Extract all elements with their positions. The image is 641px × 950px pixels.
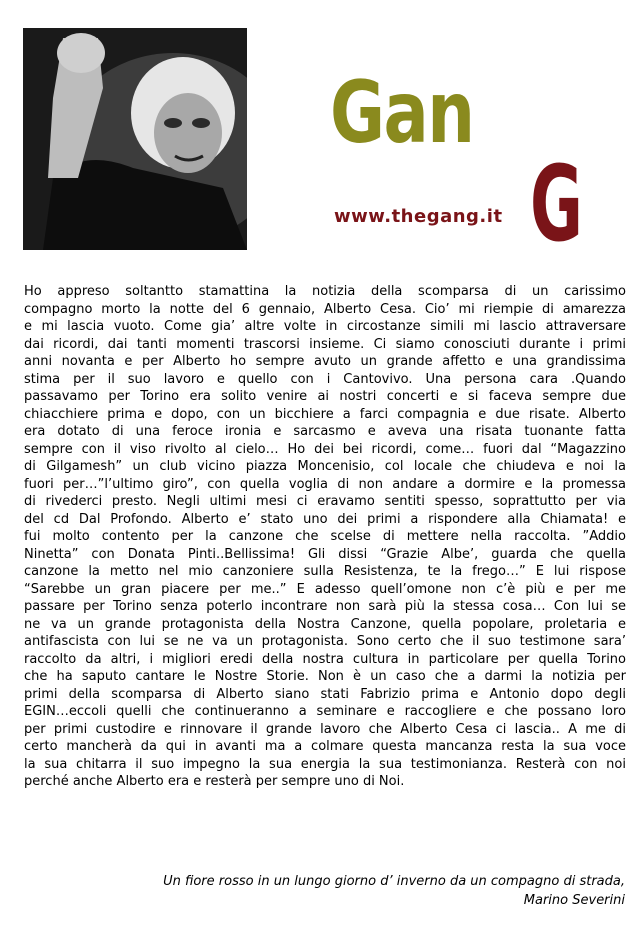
article-line: compagno morto la notte del 6 gennaio, Alberto Cesa. Cio’ mi riempie di amarezza xyxy=(24,301,626,317)
article-line: sempre con il viso rivolto al cielo… Ho dei bei ricordi, come… fuori dal “Magazzino xyxy=(24,441,626,457)
article-line: chiacchiere prima e dopo, con un bicchiere a farci compagnia e due risate. Alberto xyxy=(24,406,626,422)
signature-author: Marino Severini xyxy=(523,893,625,908)
article-line: canzone la metto nel mio canzoniere sulla Resistenza, te la frego…” E lui rispose xyxy=(24,564,626,579)
article-line: di Gilgamesh” un club vicino piazza Moncenisio, col locale che chiudeva e noi la xyxy=(24,459,626,474)
article-line: “Sarebbe un gran piacere per me..” E adesso quell’omone non c’è più e per me xyxy=(24,581,626,597)
article-line: EGIN…eccoli quelli che continueranno a seminare e raccogliere e che possano loro xyxy=(24,704,626,719)
article-line: ne va un grande protagonista della Nostra Canzone, quella popolare, proletaria e xyxy=(24,616,626,632)
article-line: raccolto da altri, i migliori eredi della nostra cultura in particolare per quella Torino xyxy=(24,651,626,667)
article-line: fui molto contento per la canzone che scelse di mettere nella raccolta. ”Addio xyxy=(24,529,626,544)
portrait-illustration xyxy=(23,28,247,250)
article-line: passavamo per Torino era solito venire ai nostri concerti e si faceva sempre due xyxy=(24,389,626,404)
signature-dedication: Un fiore rosso in un lungo giorno d’ inverno da un compagno di strada, xyxy=(163,874,625,889)
article-line: per primi custodire e rinnovare il grande lavoro che Alberto Cesa ci lascia.. A me di xyxy=(24,721,626,737)
article-line: anni novanta e per Alberto ho sempre avuto un grande affetto e una grandissima xyxy=(24,354,626,369)
logo-url: www.thegang.it xyxy=(334,206,503,227)
article-line: e mi lascia vuoto. Come gia’ altre volte in circostanze simili mi lascio attraversare xyxy=(24,319,626,334)
article-line: perché anche Alberto era e resterà per sempre uno di Noi. xyxy=(24,774,405,789)
article-line: era dotato di una feroce ironia e sarcasmo e aveva una risata tuonante fatta xyxy=(24,424,626,439)
article-line: Ninetta” con Donata Pinti..Bellissima! Gli dissi “Grazie Albe’, guarda che quella xyxy=(24,546,626,562)
article-line: antifascista con lui se ne va un protagonista. Sono certo che il suo testimone sara’ xyxy=(24,634,626,649)
article-line: di rivederci presto. Negli ultimi mesi ci eravamo sentiti spesso, soprattutto per via xyxy=(24,494,626,509)
article-line: primi della scomparsa di Alberto siano stati Fabrizio prima e Antonio dopo degli xyxy=(24,686,626,702)
signature xyxy=(163,872,625,910)
article-line: stima per il suo lavoro e quello con i Cantovivo. Una persona cara .Quando xyxy=(24,371,626,387)
gang-logo xyxy=(328,63,588,265)
article-line: passare per Torino senza poterlo incontrare non sarà più la stessa cosa… Con lui se xyxy=(24,599,626,614)
article-line: la sua chitarra il suo impegno la sua energia la sua testimonianza. Resterà con noi xyxy=(24,756,626,772)
article-line: certo mancherà da qui in avanti ma a colmare questa mancanza resta la sua voce xyxy=(24,739,626,754)
article-line: Ho appreso soltantto stamattina la notizia della scomparsa di un carissimo xyxy=(24,284,626,299)
logo-g-text: G xyxy=(530,143,583,265)
article-body xyxy=(24,283,626,791)
article-line: che ha saputo cantare le Nostre Storie. Non è un caso che a darmi la notizia per xyxy=(24,669,626,684)
article-line: dai ricordi, dai tanti momenti trascorsi insieme. Ci siamo conosciuti durante i primi xyxy=(24,336,626,352)
portrait-photo xyxy=(23,28,247,250)
article-line: del cd Dal Profondo. Alberto e’ stato uno dei primi a rispondere alla Chiamata! e xyxy=(24,511,626,527)
logo-gan-text: Gan xyxy=(330,63,474,163)
article-line: fuori per…”l’ultimo giro”, con quella voglia di non andare a dormire e la promessa xyxy=(24,476,626,492)
